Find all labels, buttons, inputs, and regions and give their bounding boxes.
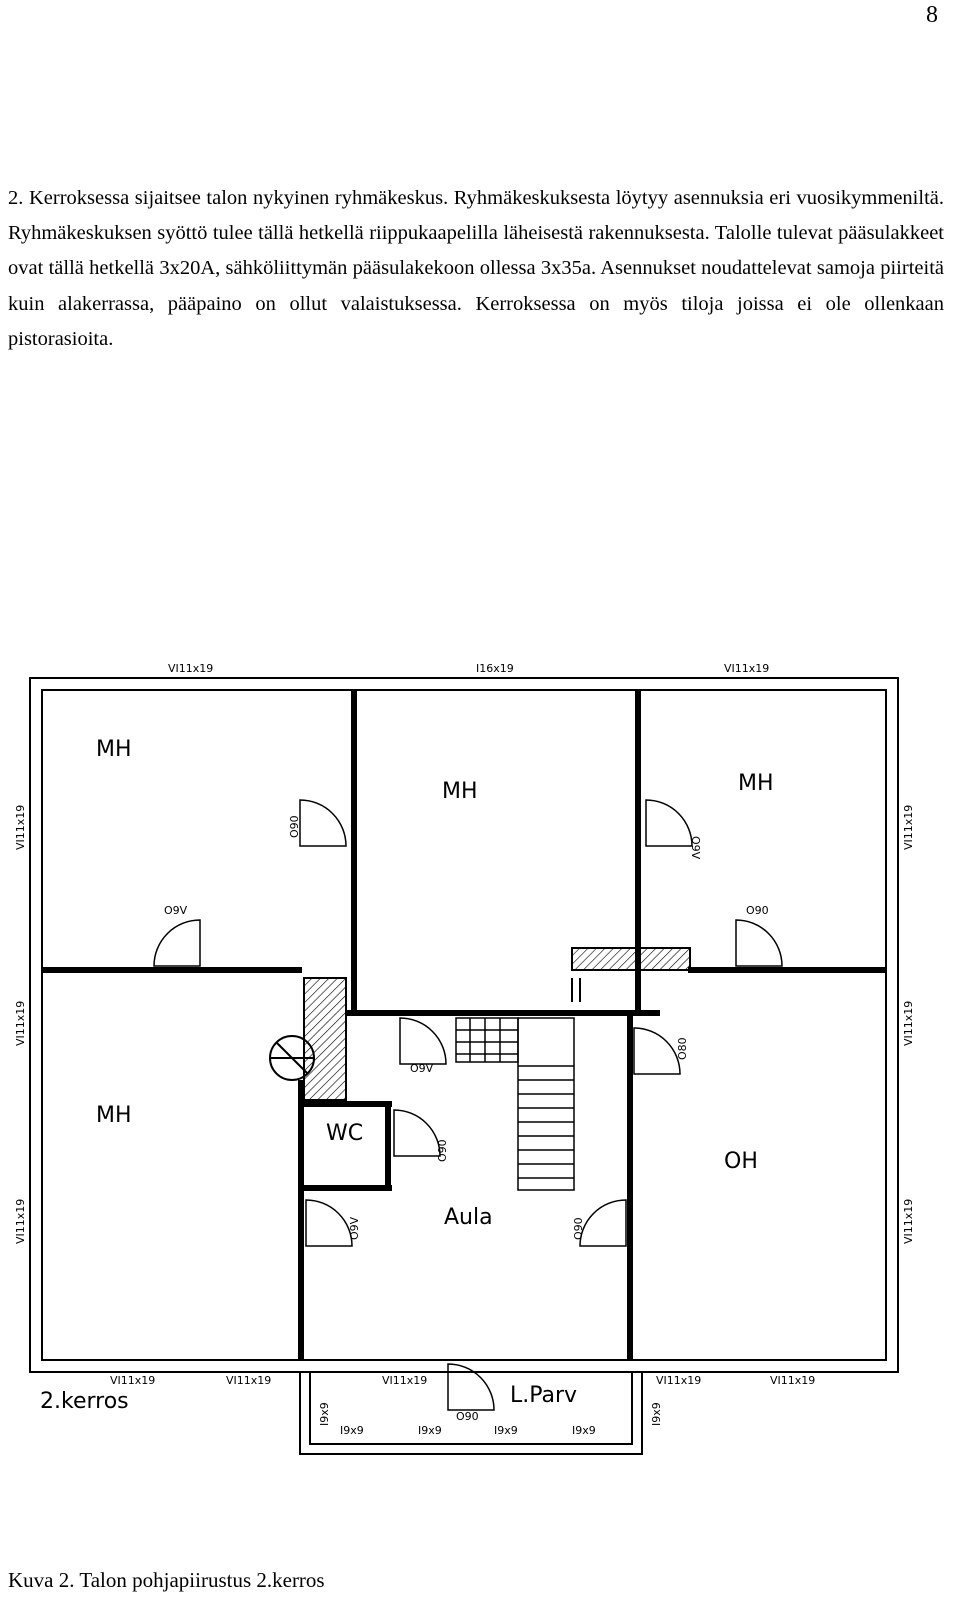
- window-label: VI11x19: [902, 1198, 915, 1244]
- door-label: O90: [746, 904, 769, 917]
- door-o80: [634, 1028, 680, 1074]
- window-label: I9x9: [318, 1402, 331, 1426]
- room-label: MH: [96, 1103, 132, 1128]
- window-label: I9x9: [340, 1424, 364, 1437]
- window-label: VI11x19: [902, 1000, 915, 1046]
- door-label: O90: [456, 1410, 479, 1423]
- window-label: I9x9: [494, 1424, 518, 1437]
- window-label: VI11x19: [770, 1374, 816, 1387]
- door-label: O90: [436, 1139, 449, 1162]
- window-label: VI11x19: [226, 1374, 272, 1387]
- door-o90-5: [448, 1364, 494, 1410]
- window-label: I9x9: [418, 1424, 442, 1437]
- door-label: O9V: [410, 1062, 434, 1075]
- floor-label: 2.kerros: [40, 1389, 129, 1414]
- door-o90-3: [394, 1110, 440, 1156]
- window-label: VI11x19: [110, 1374, 156, 1387]
- window-label: VI11x19: [14, 1000, 27, 1046]
- chimney: [304, 978, 346, 1100]
- chimney-top-right: [572, 948, 690, 970]
- page-number: 8: [926, 2, 938, 28]
- door-o90-2: [736, 920, 782, 966]
- door-o9v-1: [154, 920, 200, 966]
- window-label: VI11x19: [382, 1374, 428, 1387]
- room-label: MH: [738, 771, 774, 796]
- door-o9v-4: [306, 1200, 352, 1246]
- window-label: VI11x19: [656, 1374, 702, 1387]
- door-label: O90: [572, 1217, 585, 1240]
- body-paragraph: 2. Kerroksessa sijaitsee talon nykyinen ryhmäkeskus. Ryhmäkeskuksesta löytyy asennuksia eri vuosikymmeniltä. Ryhmäkeskuksen syöttö tulee tällä hetkellä riippukaapelilla läheisestä rakennuksesta. Talolle tulevat pääsulakkeet ovat tällä hetkellä 3x20A, sähköliittymän pääsulakekoon ollessa 3x35a. Asennukset noudattelevat samoja piirteitä kuin alakerrassa, pääpaino on ollut valaistuksessa. Kerroksessa on myös tiloja joissa ei ole ollenkaan pistorasioita.: [8, 187, 944, 350]
- door-label: O90: [288, 815, 301, 838]
- window-label: VI11x19: [14, 804, 27, 850]
- room-label: WC: [326, 1121, 364, 1146]
- window-label: VI11x19: [902, 804, 915, 850]
- door-o90-4: [580, 1200, 626, 1246]
- door-o9v-2: [646, 800, 692, 846]
- window-label: VI11x19: [724, 662, 770, 675]
- figure-caption: Kuva 2. Talon pohjapiirustus 2.kerros: [8, 1568, 325, 1592]
- room-label: MH: [96, 737, 132, 762]
- room-label: MH: [442, 779, 478, 804]
- stairs-icon: [456, 1018, 574, 1190]
- room-label: L.Parv: [510, 1383, 578, 1408]
- window-label: VI11x19: [168, 662, 214, 675]
- window-label: VI11x19: [14, 1198, 27, 1244]
- window-label: I9x9: [572, 1424, 596, 1437]
- room-label: OH: [724, 1149, 758, 1174]
- door-label: O9V: [348, 1216, 361, 1240]
- door-o9v-3: [400, 1018, 446, 1064]
- door-o90-1: [300, 800, 346, 846]
- door-label: O80: [676, 1037, 689, 1060]
- window-label: I16x19: [476, 662, 514, 675]
- door-label: O9V: [164, 904, 188, 917]
- window-label: I9x9: [650, 1402, 663, 1426]
- room-label: Aula: [444, 1205, 493, 1230]
- door-label: O9V: [689, 836, 702, 860]
- door-swings: [154, 800, 782, 1410]
